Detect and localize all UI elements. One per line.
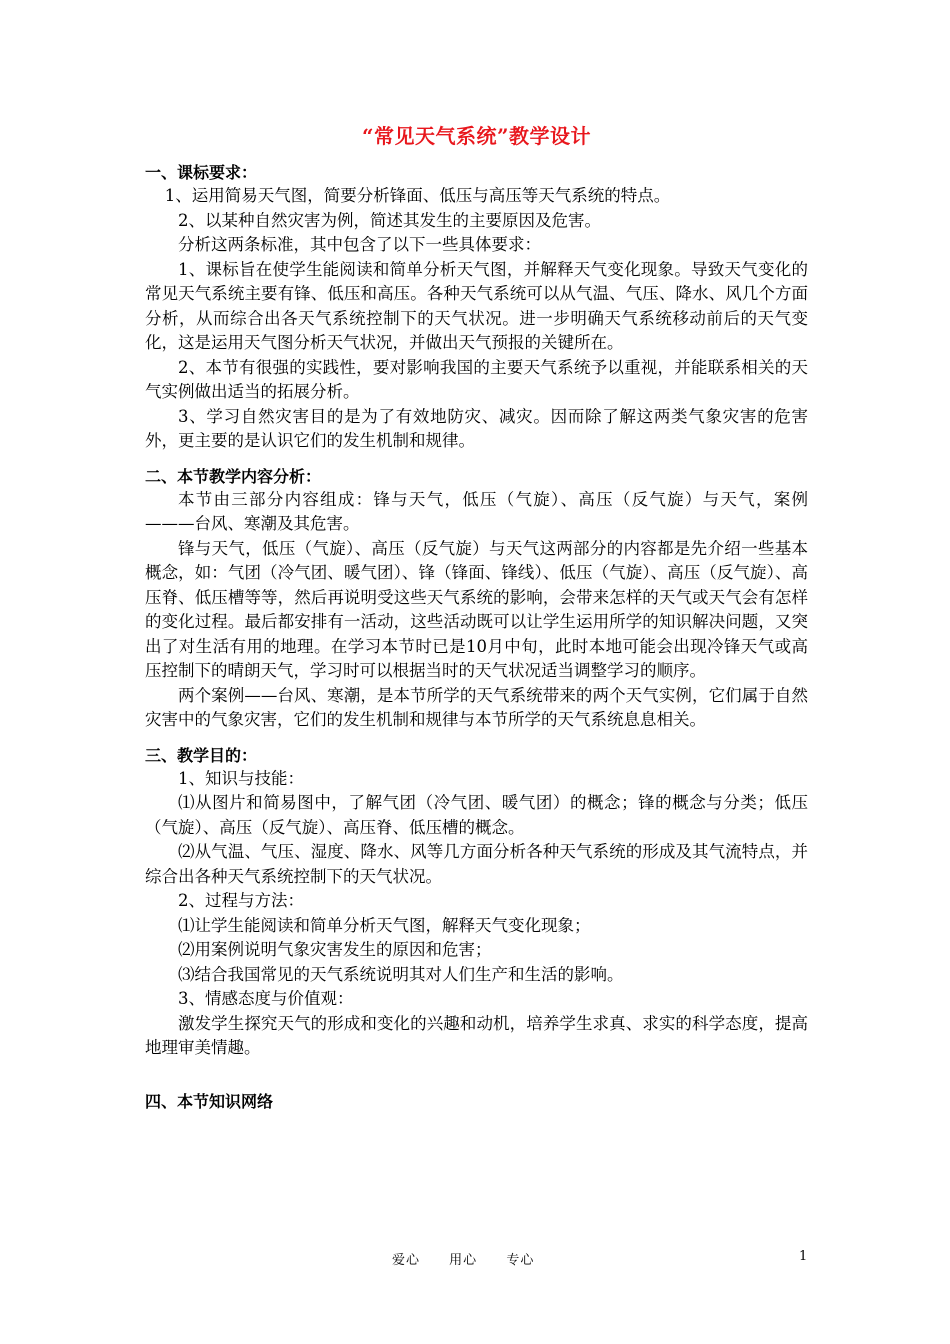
paragraph: 1、课标旨在使学生能阅读和简单分析天气图，并解释天气变化现象。导致天气变化的常见天气系统主要有锋、低压和高压。各种天气系统可以从气温、气压、降水、风几个方面分析，从而综合出各天气系统控制下的天气状况。进一步明确天气系统移动前后的天气变化，这是运用天气图分析天气状况，并做出天气预报的关键所在。: [145, 259, 808, 352]
paragraph: 激发学生探究天气的形成和变化的兴趣和动机，培养学生求真、求实的科学态度，提高地理审美情趣。: [145, 1013, 808, 1057]
paragraph: 2、过程与方法：: [178, 891, 304, 910]
section-heading-standards: 一、课标要求：: [145, 163, 258, 182]
paragraph: ⑵用案例说明气象灾害发生的原因和危害；: [178, 940, 492, 959]
paragraph: 本节由三部分内容组成：锋与天气，低压（气旋）、高压（反气旋）与天气，案例———台风、寒潮及其危害。: [145, 489, 808, 533]
section-heading-knowledge-network: 四、本节知识网络: [145, 1091, 274, 1111]
document-page: [145, 122, 808, 1113]
paragraph: 3、情感态度与价值观：: [178, 989, 354, 1008]
footer-word: 用心: [449, 1253, 478, 1268]
footer-motto: [392, 1249, 558, 1268]
section-heading-content-analysis: 二、本节教学内容分析：: [145, 466, 322, 486]
paragraph: 两个案例——台风、寒潮，是本节所学的天气系统带来的两个天气实例，它们属于自然灾害中的气象灾害，它们的发生机制和规律与本节所学的天气系统息息相关。: [145, 685, 808, 729]
paragraph: ⑴让学生能阅读和简单分析天气图，解释天气变化现象；: [178, 915, 591, 935]
paragraph: 1、知识与技能：: [178, 768, 304, 788]
paragraph: ⑵从气温、气压、湿度、降水、风等几方面分析各种天气系统的形成及其气流特点，并综合出各种天气系统控制下的天气状况。: [145, 842, 808, 886]
document-title: “常见天气系统”教学设计: [361, 124, 591, 148]
footer-word: 专心: [506, 1253, 535, 1268]
paragraph: 锋与天气，低压（气旋）、高压（反气旋）与天气这两部分的内容都是先介绍一些基本概念，如：气团（冷气团、暖气团）、锋（锋面、锋线）、低压（气旋）、高压（反气旋）、高压脊、低压槽等等，然后再说明受这些天气系统的影响，会带来怎样的天气或天气会有怎样的变化过程。最后都安排有一活动，这些活动既可以让学生运用所学的知识解决问题，又突出了对生活有用的地理。在学习本节时已是10月中旬，此时本地可能会出现冷锋天气或高压控制下的晴朗天气，学习时可以根据当时的天气状况适当调整学习的顺序。: [145, 538, 808, 680]
paragraph: 3、学习自然灾害目的是为了有效地防灾、减灾。因而除了解这两类气象灾害的危害外，更主要的是认识它们的发生机制和规律。: [145, 406, 808, 450]
paragraph: 2、本节有很强的实践性，要对影响我国的主要天气系统予以重视，并能联系相关的天气实例做出适当的拓展分析。: [145, 357, 808, 401]
section-heading-objectives: 三、教学目的：: [145, 745, 258, 765]
paragraph: ⑶结合我国常见的天气系统说明其对人们生产和生活的影响。: [178, 964, 624, 984]
paragraph: ⑴从图片和简易图中，了解气团（冷气团、暖气团）的概念；锋的概念与分类；低压（气旋）、高压（反气旋）、高压脊、低压槽的概念。: [145, 793, 808, 837]
paragraph: 分析这两条标准，其中包含了以下一些具体要求：: [178, 235, 541, 254]
page-number: 1: [799, 1249, 808, 1264]
footer-word: 爱心: [392, 1253, 421, 1268]
paragraph: 2、以某种自然灾害为例，简述其发生的主要原因及危害。: [178, 210, 601, 230]
paragraph: 1、运用简易天气图，简要分析锋面、低压与高压等天气系统的特点。: [164, 186, 671, 205]
